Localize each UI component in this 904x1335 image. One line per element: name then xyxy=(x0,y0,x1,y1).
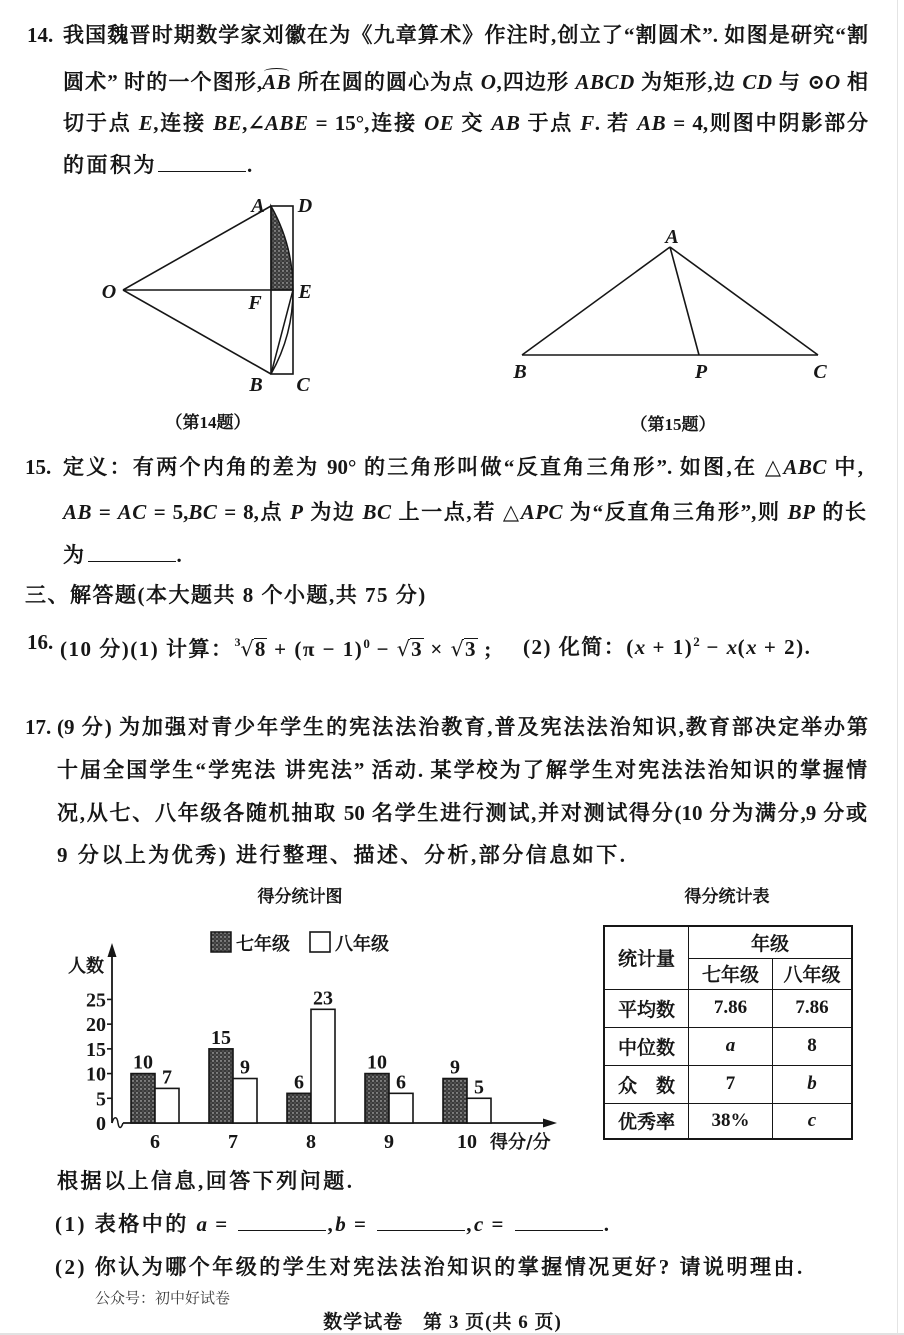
table-row xyxy=(604,989,852,1027)
bar-value-label: 6 xyxy=(396,1071,406,1094)
header-statistic: 统计量 xyxy=(604,926,689,989)
y-tick-label: 20 xyxy=(86,1014,106,1037)
row-label: 平均数 xyxy=(604,989,689,1027)
chart-title: 得分统计图 xyxy=(257,887,343,907)
point-label-c: C xyxy=(813,361,827,383)
bar-value-label: 9 xyxy=(450,1056,460,1079)
text-segment: 为矩形,边 xyxy=(634,70,743,94)
x-tick-label: 10 xyxy=(457,1131,477,1153)
text-segment: 的长 xyxy=(815,500,867,524)
math-variable: E xyxy=(138,111,154,135)
text-segment: 为 xyxy=(63,543,87,567)
math-variable: b xyxy=(335,1212,347,1236)
text-segment: (1) 表格中的 xyxy=(55,1212,197,1236)
q14-line-3 xyxy=(63,108,868,138)
text-segment: ,四边形 xyxy=(496,70,576,94)
math-variable: x xyxy=(726,635,738,659)
superscript: 2 xyxy=(693,634,700,649)
text-segment: = 8,点 xyxy=(217,500,291,524)
text-segment: = xyxy=(483,1212,514,1236)
text-segment: = 4,则图中阴影部分 xyxy=(666,111,869,135)
bar-grade7-score-10 xyxy=(443,1079,467,1123)
section-heading: 三、解答题(本大题共 8 个小题,共 75 分) xyxy=(25,583,427,607)
radicand: 3 xyxy=(411,637,422,661)
math-variable: BE xyxy=(213,111,243,135)
math-variable: ABC xyxy=(783,455,827,479)
text-segment: ,∠ xyxy=(242,111,266,135)
bar-value-label: 15 xyxy=(211,1026,231,1049)
text-segment: 9 分以上为优秀) 进行整理、描述、分析,部分信息如下. xyxy=(57,843,628,867)
segment-ap xyxy=(670,247,699,355)
point-label-f: F xyxy=(248,292,262,314)
text-segment: 与 ⊙ xyxy=(772,70,825,94)
table-row xyxy=(604,1027,852,1065)
text-segment: + (π − 1) xyxy=(267,637,364,661)
text-segment: + 2). xyxy=(757,635,812,659)
table-title: 得分统计表 xyxy=(684,887,770,907)
bar-grade7-score-6 xyxy=(131,1074,155,1123)
cell-value: 7.86 xyxy=(689,989,773,1027)
legend-swatch-grade8 xyxy=(310,932,330,952)
math-variable: ABE xyxy=(265,111,309,135)
q17-line-2 xyxy=(57,755,867,785)
text-segment: 定义：有两个内角的差为 90° 的三角形叫做“反直角三角形”. 如图,在 △ xyxy=(63,455,784,479)
math-variable: a xyxy=(196,1212,208,1236)
radical-sign: √ xyxy=(396,637,411,661)
text-segment: ( xyxy=(737,635,747,659)
legend-swatch-grade7 xyxy=(211,932,231,952)
math-variable: ABCD xyxy=(575,70,635,94)
q14-line-2 xyxy=(63,67,868,97)
point-label-e: E xyxy=(298,281,312,303)
radical-sign: √ xyxy=(450,637,465,661)
axis-break-icon xyxy=(112,1118,123,1128)
y-tick-label: 5 xyxy=(96,1088,106,1111)
text-segment: 为边 xyxy=(303,500,363,524)
q17-prompt: 根据以上信息,回答下列问题. xyxy=(57,1169,355,1193)
text-segment: = 5, xyxy=(146,500,189,524)
x-tick-label: 7 xyxy=(228,1131,238,1153)
answer-blank xyxy=(158,155,246,172)
y-tick-label: 15 xyxy=(86,1038,106,1061)
text-segment: = xyxy=(207,1212,238,1236)
text-segment: 相 xyxy=(840,70,869,94)
math-variable: CD xyxy=(742,70,773,94)
question-number: 17. xyxy=(25,715,52,739)
math-variable: BC xyxy=(188,500,218,524)
x-axis-label: 得分/分 xyxy=(490,1132,551,1153)
math-variable: F xyxy=(580,111,595,135)
q14-line-4 xyxy=(63,150,255,180)
text-segment: 圆术” 时的一个图形, xyxy=(63,70,263,94)
bar-grade8-score-10 xyxy=(467,1098,491,1123)
text-segment: (10 分)(1) 计算： xyxy=(60,637,234,661)
q16-part-1 xyxy=(60,627,493,661)
x-tick-label: 9 xyxy=(384,1131,394,1153)
segment-ab xyxy=(522,247,670,355)
y-tick-label: 25 xyxy=(86,989,106,1012)
question-number: 15. xyxy=(25,455,52,479)
text-segment: − xyxy=(699,635,727,659)
text-segment: . xyxy=(247,153,255,177)
math-variable: x xyxy=(634,635,646,659)
q15-line-2 xyxy=(63,497,866,527)
cell-value: 38% xyxy=(689,1103,773,1139)
q17-line-3 xyxy=(57,798,867,828)
math-variable: AC xyxy=(117,500,147,524)
score-bar-chart xyxy=(60,880,560,1160)
header-grade7: 七年级 xyxy=(689,958,773,989)
text-segment: 我国魏晋时期数学家刘徽在为《九章算术》作注时,创立了“割圆术”. 如图是研究“割 xyxy=(63,23,868,47)
bar-grade8-score-7 xyxy=(233,1079,257,1123)
q17-subquestion-2: (2) 你认为哪个年级的学生对宪法法治知识的掌握情况更好? 请说明理由. xyxy=(55,1255,805,1279)
figure-14-caption: （第14题） xyxy=(165,413,251,432)
cell-value: 7.86 xyxy=(773,989,853,1027)
point-label-p: P xyxy=(694,361,708,383)
row-label: 优秀率 xyxy=(604,1103,689,1139)
math-variable: OE xyxy=(424,111,455,135)
y-tick-label: 0 xyxy=(96,1113,106,1135)
root-index: 3 xyxy=(234,635,241,649)
text-segment: 所在圆的圆心为点 xyxy=(291,70,481,94)
y-tick-label: 10 xyxy=(86,1063,106,1086)
math-variable: AB xyxy=(63,500,93,524)
y-axis-arrow-icon xyxy=(108,943,117,957)
text-segment: = xyxy=(92,500,118,524)
q17-line-1 xyxy=(57,712,868,742)
cell-value: c xyxy=(773,1103,853,1139)
bar-value-label: 6 xyxy=(294,1071,304,1094)
text-segment: , xyxy=(466,1212,474,1236)
figure-14-diagram xyxy=(90,190,330,400)
watermark: 公众号：初中好试卷 xyxy=(95,1289,231,1307)
cell-value: a xyxy=(689,1027,773,1065)
bar-value-label: 5 xyxy=(474,1076,484,1099)
text-segment: 十届全国学生“学宪法 讲宪法” 活动. 某学校为了解学生对宪法法治知识的掌握情 xyxy=(57,758,867,782)
q14-line-1 xyxy=(63,20,868,50)
header-grade8: 八年级 xyxy=(773,958,853,989)
math-variable: c xyxy=(473,1212,484,1236)
math-variable: O xyxy=(824,70,841,94)
math-variable: x xyxy=(746,635,758,659)
superscript: 0 xyxy=(363,636,370,651)
legend-label-grade8: 八年级 xyxy=(335,934,389,955)
text-segment: 交 xyxy=(454,111,492,135)
figure-15-caption: （第15题） xyxy=(630,415,716,434)
bar-grade7-score-8 xyxy=(287,1093,311,1123)
bar-value-label: 7 xyxy=(162,1066,172,1089)
question-number: 14. xyxy=(27,23,54,47)
figure-15-diagram xyxy=(500,215,840,385)
segment-be xyxy=(271,290,293,374)
cell-value: b xyxy=(773,1065,853,1103)
text-segment: 中, xyxy=(826,455,863,479)
bar-grade8-score-9 xyxy=(389,1093,413,1123)
bar-grade7-score-7 xyxy=(209,1049,233,1123)
text-segment: , xyxy=(327,1212,336,1236)
page-footer: 数学试卷 第 3 页(共 6 页) xyxy=(323,1312,562,1333)
text-segment: 况,从七、八年级各随机抽取 50 名学生进行测试,并对测试得分(10 分为满分,9 分或 xyxy=(57,801,867,825)
point-label-c: C xyxy=(296,374,310,396)
q17-line-4 xyxy=(57,840,628,870)
text-segment: 上一点,若 △ xyxy=(391,500,521,524)
bar-value-label: 23 xyxy=(313,987,333,1010)
text-segment: . xyxy=(176,543,185,567)
math-variable: O xyxy=(480,70,497,94)
math-variable: P xyxy=(290,500,304,524)
text-segment: (2) 化简：( xyxy=(523,635,635,659)
text-segment: (9 分) 为加强对青少年学生的宪法法治教育,普及宪法法治知识,教育部决定举办第 xyxy=(57,715,868,739)
score-stats-table xyxy=(603,925,853,1140)
q15-line-3 xyxy=(63,540,184,570)
point-label-b: B xyxy=(249,374,263,396)
answer-blank xyxy=(377,1214,465,1231)
math-variable: AB xyxy=(637,111,667,135)
bar-grade8-score-6 xyxy=(155,1088,179,1123)
bar-value-label: 9 xyxy=(240,1056,250,1079)
text-segment: ; xyxy=(477,637,493,661)
bar-grade8-score-8 xyxy=(311,1009,335,1123)
y-axis-label: 人数 xyxy=(68,956,104,977)
text-segment: − xyxy=(369,637,397,661)
row-label: 众 数 xyxy=(604,1065,689,1103)
math-variable: BP xyxy=(787,500,816,524)
row-label: 中位数 xyxy=(604,1027,689,1065)
q17-subquestion-1 xyxy=(55,1209,611,1239)
header-grade-group: 年级 xyxy=(689,926,853,958)
shaded-region xyxy=(271,206,293,290)
point-label-a: A xyxy=(665,226,679,248)
point-label-o: O xyxy=(101,281,117,303)
segment-oa xyxy=(123,206,271,290)
text-segment: + 1) xyxy=(645,635,694,659)
text-segment: . xyxy=(603,1212,612,1236)
q15-line-1 xyxy=(63,452,863,482)
math-variable: BC xyxy=(362,500,392,524)
arc-label: AB xyxy=(262,67,291,97)
radicand: 3 xyxy=(465,637,476,661)
math-variable: APC xyxy=(520,500,564,524)
radical-sign: √ xyxy=(240,637,254,661)
cell-value: 8 xyxy=(773,1027,853,1065)
math-variable: AB xyxy=(491,111,521,135)
segment-ac xyxy=(670,247,818,355)
point-label-d: D xyxy=(297,195,313,217)
answer-blank xyxy=(238,1214,326,1231)
text-segment: . 若 xyxy=(594,111,638,135)
answer-blank xyxy=(515,1214,603,1231)
legend-label-grade7: 七年级 xyxy=(236,934,290,955)
bar-grade7-score-9 xyxy=(365,1074,389,1123)
text-segment: = 15°,连接 xyxy=(308,111,425,135)
answer-blank xyxy=(88,545,176,562)
q16-part-2 xyxy=(523,627,811,657)
table-row xyxy=(604,1103,852,1139)
x-tick-label: 6 xyxy=(150,1131,160,1153)
text-segment: 切于点 xyxy=(63,111,139,135)
point-label-b: B xyxy=(513,361,527,383)
scan-edge-right xyxy=(897,0,898,1335)
point-label-a: A xyxy=(251,195,265,217)
bar-value-label: 10 xyxy=(133,1051,153,1074)
text-segment: ,连接 xyxy=(153,111,214,135)
text-segment: 为“反直角三角形”,则 xyxy=(563,500,788,524)
question-number: 16. xyxy=(27,630,54,654)
text-segment: × xyxy=(423,637,451,661)
text-segment: = xyxy=(346,1212,377,1236)
text-segment: 的面积为 xyxy=(63,153,157,177)
x-tick-label: 8 xyxy=(306,1131,316,1153)
text-segment: 于点 xyxy=(520,111,581,135)
cell-value: 7 xyxy=(689,1065,773,1103)
bar-value-label: 10 xyxy=(367,1051,387,1074)
radicand: 8 xyxy=(254,637,266,661)
table-row xyxy=(604,1065,852,1103)
x-axis-arrow-icon xyxy=(543,1119,557,1128)
